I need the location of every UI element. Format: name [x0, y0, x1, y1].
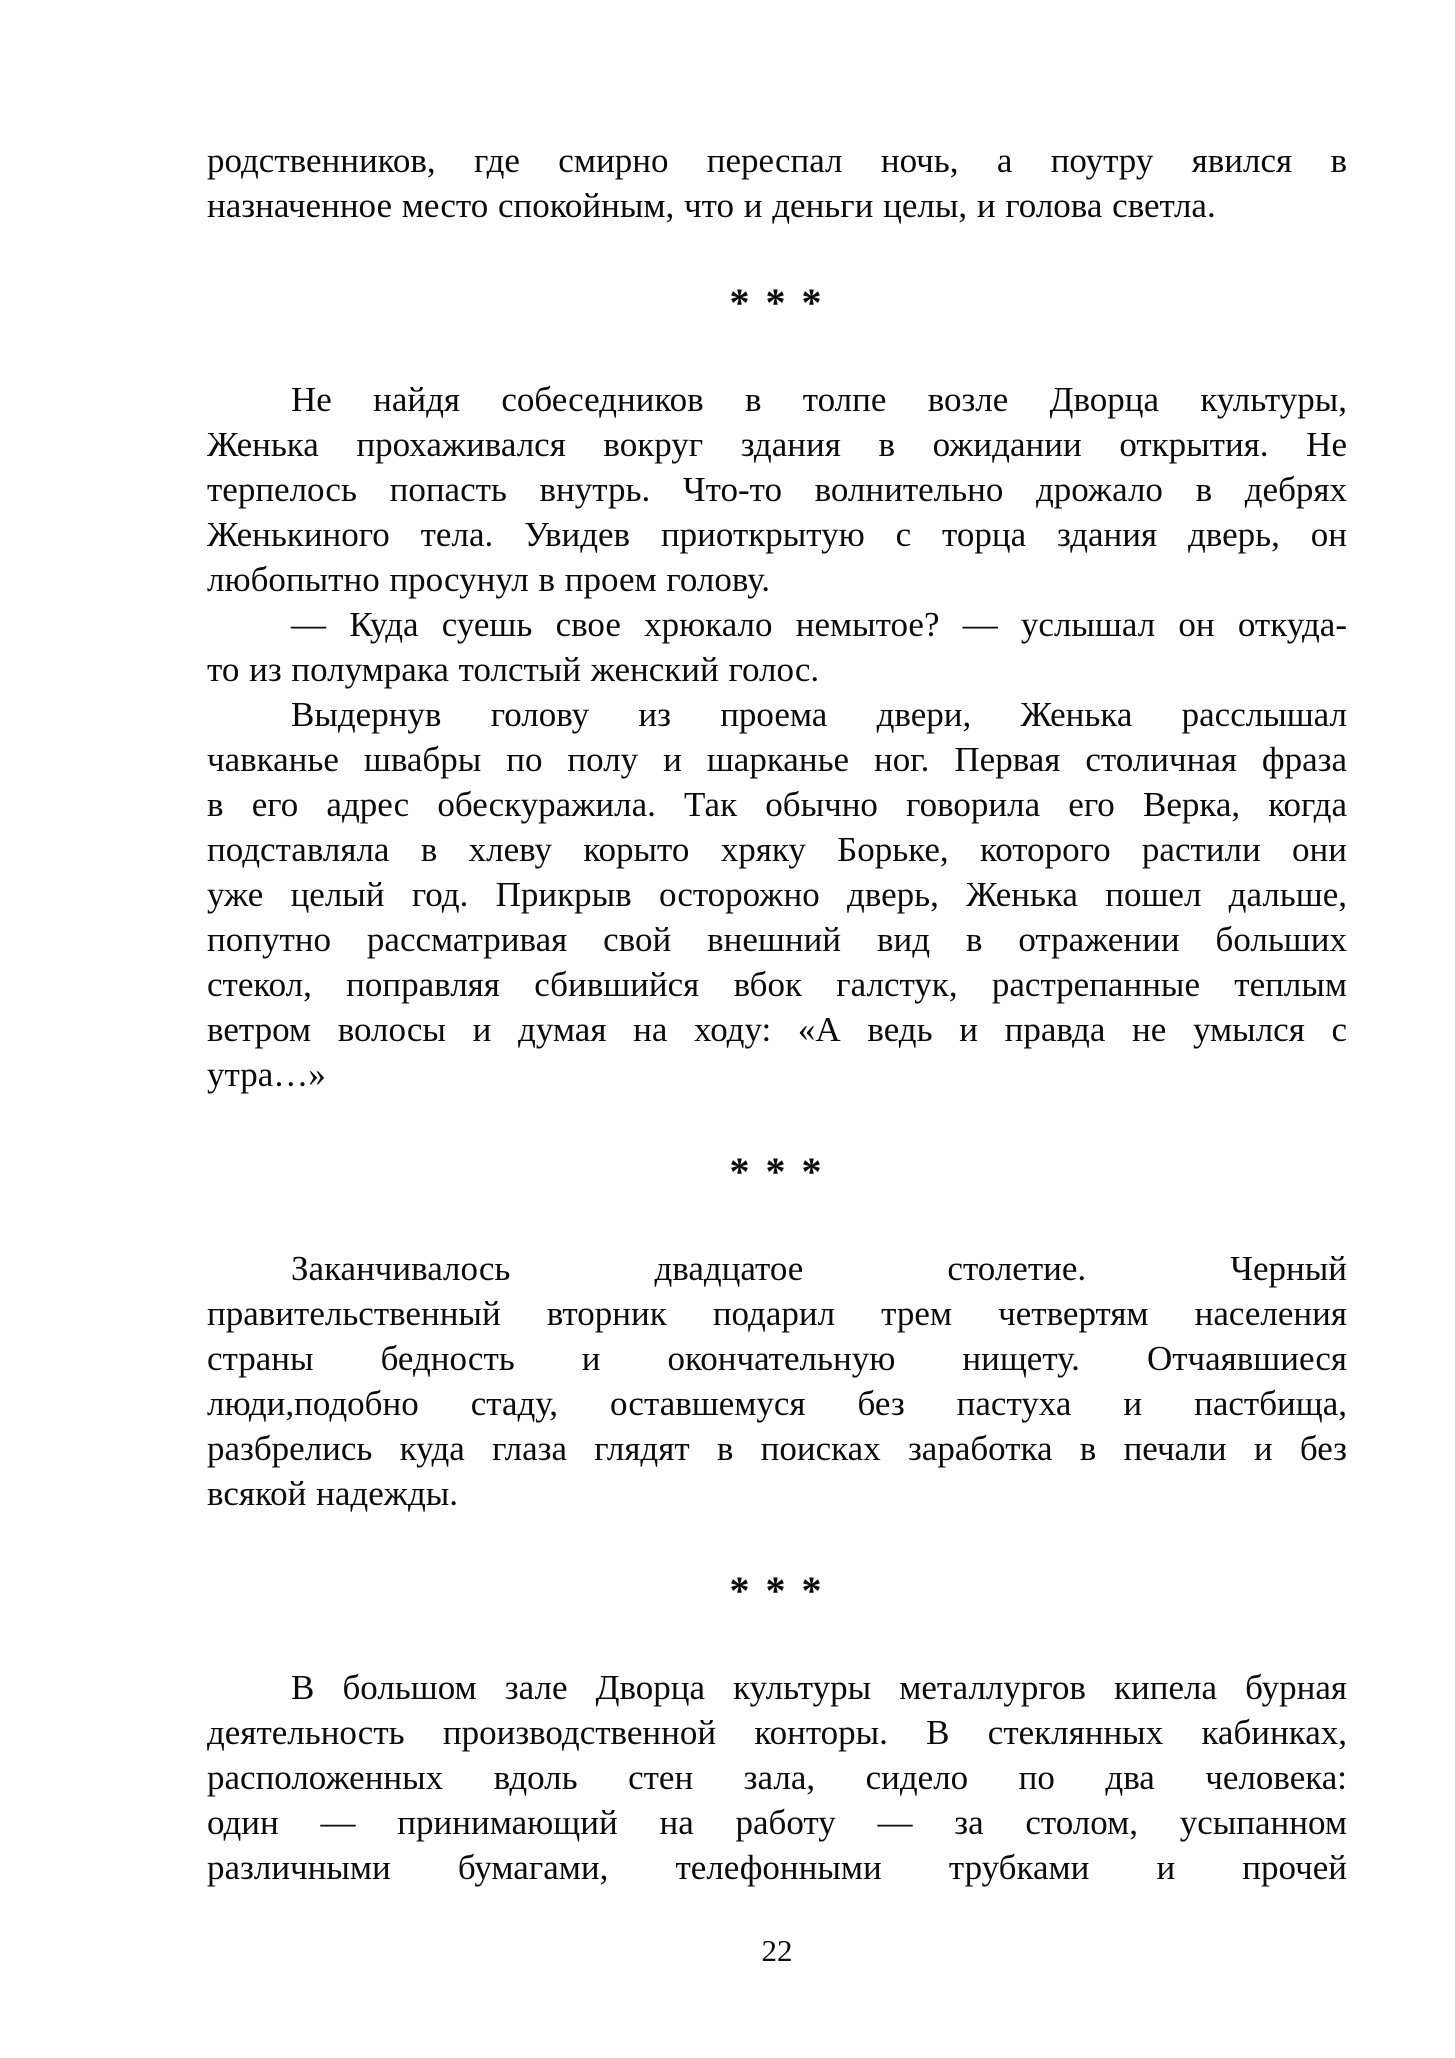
text-line: Не найдя собеседников в толпе возле Дворца культуры, [291, 380, 1347, 419]
text-line: деятельность производственной конторы. В стеклянных кабинках, [207, 1713, 1347, 1752]
page-number: 22 [761, 1933, 793, 1968]
paragraph [207, 1246, 1347, 1516]
section-separator: * * * [729, 280, 825, 325]
paragraph [207, 138, 1347, 228]
text-line: в его адрес обескуражила. Так обычно говорила его Верка, когда [207, 785, 1347, 824]
text-line: терпелось попасть внутрь. Что-то волнительно дрожало в дебрях [207, 470, 1347, 509]
text-line: Выдернув голову из проема двери, Женька расслышал [291, 695, 1347, 734]
text-line: всякой надежды. [207, 1474, 459, 1513]
text-line: Женька прохаживался вокруг здания в ожидании открытия. Не [207, 425, 1347, 464]
paragraph [207, 377, 1347, 602]
text-line: стекол, поправляя сбившийся вбок галстук, растрепанные теплым [207, 965, 1347, 1004]
paragraph [207, 692, 1347, 1097]
text-line: расположенных вдоль стен зала, сидело по два человека: [207, 1758, 1347, 1797]
text-line: родственников, где смирно переспал ночь, а поутру явился в [207, 141, 1347, 180]
text-line: правительственный вторник подарил трем четвертям населения [207, 1294, 1347, 1333]
paragraph [207, 602, 1347, 692]
section-separator: * * * [729, 1149, 825, 1194]
text-line: ветром волосы и думая на ходу: «А ведь и правда не умылся с [207, 1010, 1347, 1049]
text-line: различными бумагами, телефонными трубками и прочей [207, 1848, 1347, 1887]
paragraph [207, 1665, 1347, 1890]
text-line: разбрелись куда глаза глядят в поисках заработка в печали и без [207, 1429, 1347, 1468]
text-block [207, 138, 1347, 1973]
text-line: подставляла в хлеву корыто хряку Борьке, которого растили они [207, 830, 1347, 869]
text-line: то из полумрака толстый женский голос. [207, 650, 820, 689]
text-line: один — принимающий на работу — за столом, усыпанном [207, 1803, 1347, 1842]
page-footer [207, 1928, 1347, 1973]
text-line: В большом зале Дворца культуры металлургов кипела бурная [291, 1668, 1347, 1707]
text-line: чавканье швабры по полу и шарканье ног. Первая столичная фраза [207, 740, 1347, 779]
text-line: утра…» [207, 1055, 326, 1094]
text-line: страны бедность и окончательную нищету. Отчаявшиеся [207, 1339, 1347, 1378]
text-line: назначенное место спокойным, что и деньги целы, и голова светла. [207, 186, 1216, 225]
text-line: люди,подобно стаду, оставшемуся без пастуха и пастбища, [207, 1384, 1347, 1423]
paragraph-container [207, 138, 1347, 1890]
section-separator: * * * [729, 1568, 825, 1613]
text-line: уже целый год. Прикрыв осторожно дверь, Женька пошел дальше, [207, 875, 1347, 914]
text-line: Заканчивалось двадцатое столетие. Черный [291, 1249, 1347, 1288]
text-line: Женькиного тела. Увидев приоткрытую с торца здания дверь, он [207, 515, 1347, 554]
text-line: любопытно просунул в проем голову. [207, 560, 770, 599]
text-line: попутно рассматривая свой внешний вид в отражении больших [207, 920, 1347, 959]
text-line: — Куда суешь свое хрюкало немытое? — услышал он откуда- [291, 605, 1347, 644]
